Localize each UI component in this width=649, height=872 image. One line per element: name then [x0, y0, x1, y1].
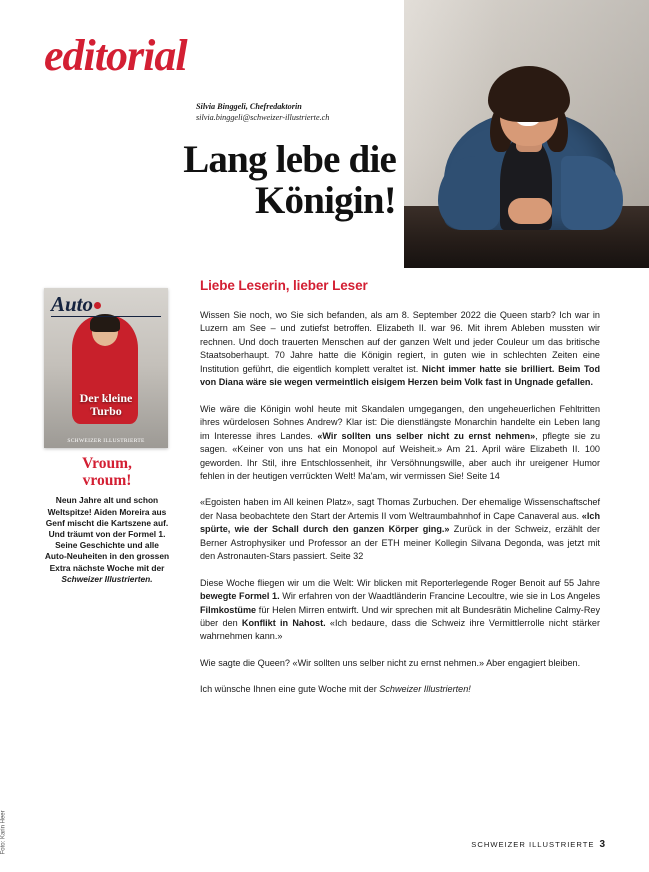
sidebar-caption-body-text: Neun Jahre alt und schon Weltspitze! Aiden Moreira aus Genf mischt die Kartszene auf. Und träumt von der Formel 1. Seine Geschichte und alle Auto-Neuheiten in den grossen Extra nächste Woche mit der: [44, 495, 170, 573]
sidebar-caption-title: [44, 456, 170, 489]
page-footer: [471, 839, 605, 850]
article-paragraph: [200, 309, 600, 390]
byline-email[interactable]: silvia.binggeli@schweizer-illustrierte.ch: [196, 113, 330, 123]
article-lead-in: Liebe Leserin, lieber Leser: [200, 278, 368, 293]
text-run: Wie sagte die Queen? «Wir sollten uns selber nicht zu ernst nehmen.» Aber engagiert bleiben.: [200, 657, 581, 668]
emphasis-bold: Nicht immer hatte sie brilliert. Beim Tod von Diana wäre sie wegen vermeintlich eisigem Herzen beim Volk fast in Ungnade gefallen.: [200, 363, 600, 388]
article-body: [200, 276, 600, 710]
article-paragraph: [200, 577, 600, 644]
text-run: «Ich bedaure, dass die Schweiz ihre Vermittlerrolle nicht stärker wahrnehmen kann.»: [200, 618, 600, 642]
emphasis-bold: bewegte Formel 1.: [200, 591, 280, 602]
article-paragraph-list: [200, 309, 600, 697]
sidebar-caption-title-line2: vroum!: [82, 471, 132, 489]
byline: [196, 101, 396, 123]
sidebar-caption-body-italic: Schweizer Illustrierten.: [61, 573, 153, 584]
emphasis-bold: «Wir sollten uns selber nicht zu ernst nehmen»: [317, 430, 536, 441]
cover-footer-text: SCHWEIZER ILLUSTRIERTE: [67, 438, 145, 444]
cover-logo-text: Auto: [51, 292, 94, 316]
emphasis-bold: Filmkostüme: [200, 604, 257, 615]
text-run: Ich wünsche Ihnen eine gute Woche mit der: [200, 684, 380, 695]
page-title: Lang lebe die Königin!: [183, 138, 396, 222]
byline-name: Silvia Binggeli, Chefredaktorin: [196, 102, 302, 111]
article-paragraph: [200, 403, 600, 484]
sidebar-caption-title-line1: Vroum,: [82, 455, 132, 472]
photo-credit-line: Foto: Karin Heer: [0, 809, 7, 854]
cover-rule: [51, 316, 161, 317]
cover-logo: [51, 294, 101, 315]
emphasis-bold: Konflikt in Nahost.: [241, 618, 326, 629]
text-run: , pflegte sie zu sagen. «Keiner von uns hat ein Monopol auf Weisheit.» Am 21. April wäre Elizabeth II. 100 geworden. Ihr Stil, ihre Entschlossenheit, ihr Versöhnungswille, aber auch ihr ureigener Humor fehlen in der heutigen verrückten Welt! Ma'am, wir vermissen Sie! Seite 14: [200, 430, 601, 481]
sidebar-caption-body: [44, 495, 170, 584]
footer-page-number: 3: [599, 839, 605, 850]
photo-person: [438, 55, 623, 230]
emphasis-bold: «Ich spürte, wie der Schall durch den ganzen Körper ging.»: [200, 510, 600, 535]
photo-person-hands: [508, 198, 552, 224]
text-run: Wie wäre die Königin wohl heute mit Skandalen umgegangen, den ungeheuerlichen Fehltritten ihres würdelosen Sohnes Andrew? Klar ist: Die dienstlängste Monarchin handelte ein Leben lang im Interesse ihres Landes.: [200, 403, 600, 441]
cover-headline-line1: Der kleine: [76, 392, 137, 405]
footer-publication: SCHWEIZER ILLUSTRIERTE: [471, 840, 595, 849]
sidebar-caption: [44, 456, 170, 585]
cover-logo-dot: [94, 302, 101, 309]
cover-headline-line2: Turbo: [86, 405, 126, 418]
emphasis-italic: Schweizer Illustrierten!: [379, 684, 471, 695]
text-run: für Helen Mirren entwirft. Und wir sprechen mit alt Bundesrätin Micheline Calmy-Rey über den: [200, 604, 600, 629]
article-paragraph: [200, 683, 600, 696]
editor-portrait-photo: [404, 0, 649, 268]
photo-credit: [0, 752, 8, 854]
masthead-title: editorial: [44, 31, 187, 80]
text-run: Zurück in der Schweiz, erzählt der Berner Astrophysiker und Professor an der ETH meiner Kollegin Silvana Degonda, was jetzt mit den Astronauten-Stars passiert. Seite 32: [200, 524, 600, 562]
photo-person-hair: [488, 66, 570, 122]
text-run: Wir erfahren von der Waadtländerin Francine Lecoultre, wie sie in Los Angeles: [279, 591, 600, 602]
magazine-cover-thumbnail: [44, 288, 168, 448]
article-paragraph: [200, 657, 600, 670]
article-paragraph: [200, 496, 600, 563]
text-run: Diese Woche fliegen wir um die Welt: Wir blicken mit Reporterlegende Roger Benoit auf 55 Jahre: [200, 577, 600, 588]
text-run: Wissen Sie noch, wo Sie sich befanden, als am 8. September 2022 die Queen starb? Ich war in Luzern am See – und zutiefst betroffen. Elizabeth II. war 96. Mit ihrem Ableben mussten wir rechnen. Und doch trauerten Menschen auf der ganzen Welt und jeder Couleur um das britische Staatsoberhaupt. 70 Jahre hatte die Königin regiert, in guten wie in schlechten Zeiten eine Institution geführt, die eigentlich komplett veraltet ist.: [200, 309, 600, 374]
cover-headline: [44, 392, 168, 417]
text-run: «Egoisten haben im All keinen Platz», sagt Thomas Zurbuchen. Der ehemalige Wissenschaftschef der Nasa beobachtete den Start der Artemis II vom Weltraumbahnhof in Cape Canaveral aus.: [200, 497, 600, 521]
